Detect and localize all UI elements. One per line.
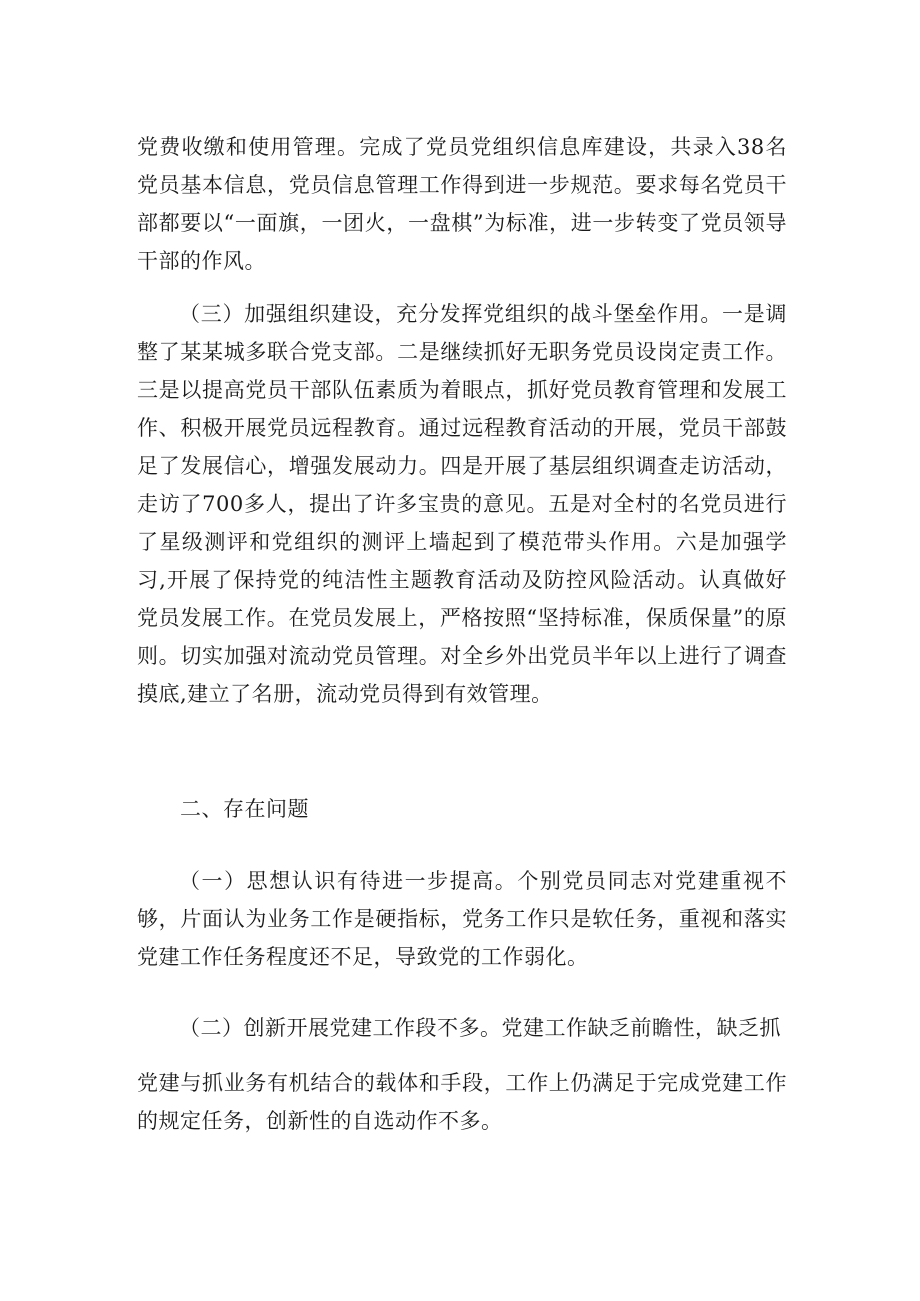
section-heading-problems: 二、存在问题 [180,797,309,821]
paragraph-ideological-awareness: （一）思想认识有待进一步提高。个别党员同志对党建重视不够，片面认为业务工作是硬指标，党务工作只是软任务，重视和落实党建工作任务程度还不足，导致党的工作弱化。 [137,869,787,969]
paragraph-membership-fees: 党费收缴和使用管理。完成了党员党组织信息库建设，共录入38名党员基本信息，党员信息管理工作得到进一步规范。要求每名党员干部都要以“一面旗，一团火，一盘棋”为标准，进一步转变了党员领导干部的作风。 [137,135,787,273]
paragraph-innovation-body: 党建与抓业务有机结合的载体和手段，工作上仍满足于完成党建工作的规定任务，创新性的自选动作不多。 [137,1071,787,1133]
paragraph-innovation-intro: （二）创新开展党建工作段不多。党建工作缺乏前瞻性，缺乏抓 [179,1016,781,1040]
paragraph-organization-building: （三）加强组织建设，充分发挥党组织的战斗堡垒作用。一是调整了某某城多联合党支部。二是继续抓好无职务党员设岗定责工作。三是以提高党员干部队伍素质为着眼点，抓好党员教育管理和发展工作、积极开展党员远程教育。通过远程教育活动的开展，党员干部鼓足了发展信心，增强发展动力。四是开展了基层组织调查走访活动，走访了700多人，提出了许多宝贵的意见。五是对全村的名党员进行了星级测评和党组织的测评上墙起到了模范带头作用。六是加强学习,开展了保持党的纯洁性主题教育活动及防控风险活动。认真做好党员发展工作。在党员发展上，严格按照“坚持标准，保质保量”的原则。切实加强对流动党员管理。对全乡外出党员半年以上进行了调查摸底,建立了名册，流动党员得到有效管理。 [137,302,787,706]
